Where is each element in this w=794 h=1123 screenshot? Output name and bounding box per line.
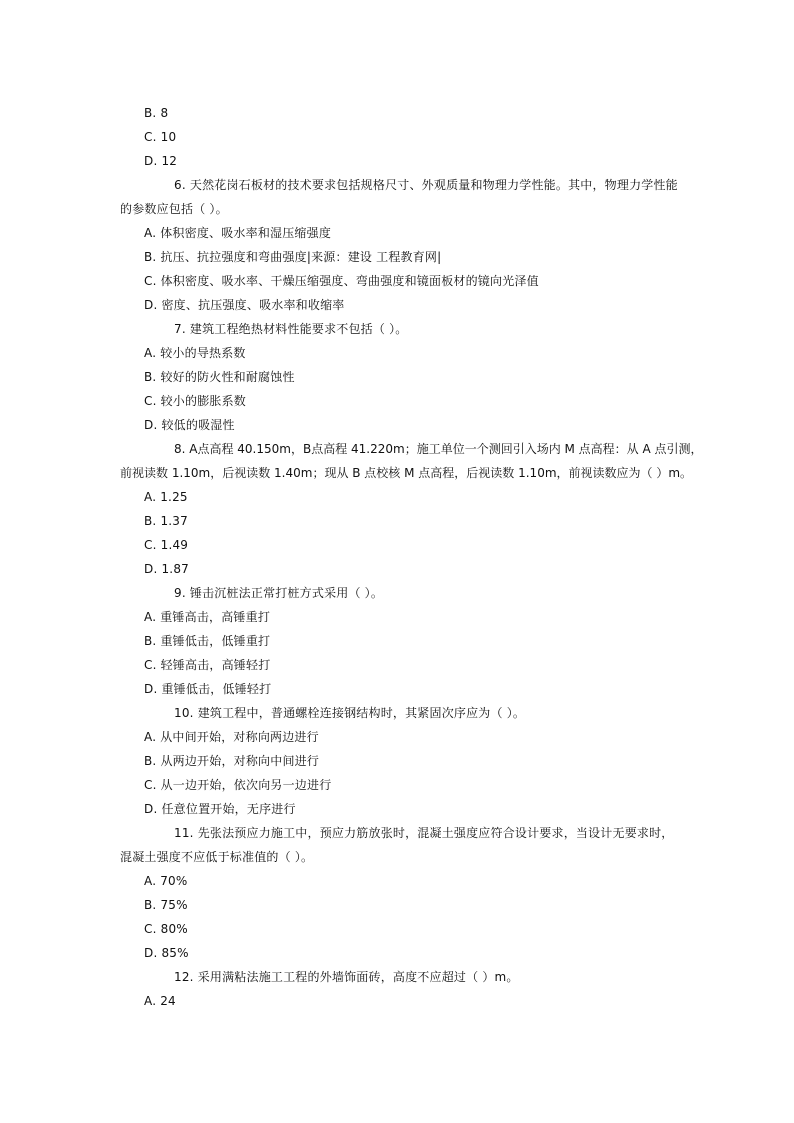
question-text: 10. 建筑工程中，普通螺栓连接钢结构时，其紧固次序应为（ ）。 [174,706,526,720]
question-text-continued: 混凝土强度不应低于标准值的（ ）。 [120,850,314,864]
option-line: C. 从一边开始，依次向另一边进行 [144,778,332,792]
option-line: B. 75% [144,898,188,912]
option-line: D. 较低的吸湿性 [144,418,235,432]
option-line: C. 轻锤高击，高锤轻打 [144,658,271,672]
question-text: 8. A点高程 40.150m，B点高程 41.220m；施工单位一个测回引入场内 M 点高程：从 A 点引测， [174,442,703,456]
option-line: B. 8 [144,106,169,120]
option-line: B. 重锤低击，低锤重打 [144,634,271,648]
question-text: 9. 锤击沉桩法正常打桩方式采用（ ）。 [174,586,384,600]
option-line: A. 从中间开始，对称向两边进行 [144,730,319,744]
option-line: C. 10 [144,130,177,144]
question-text: 11. 先张法预应力施工中，预应力筋放张时，混凝土强度应符合设计要求，当设计无要求时， [174,826,674,840]
option-line: B. 较好的防火性和耐腐蚀性 [144,370,295,384]
option-line: D. 1.87 [144,562,189,576]
option-line: B. 1.37 [144,514,188,528]
question-text: 7. 建筑工程绝热材料性能要求不包括（ ）。 [174,322,408,336]
option-line: D. 12 [144,154,178,168]
option-line: D. 任意位置开始，无序进行 [144,802,296,816]
option-line: A. 体积密度、吸水率和湿压缩强度 [144,226,332,240]
option-line: B. 从两边开始，对称向中间进行 [144,754,320,768]
option-line: C. 1.49 [144,538,189,552]
option-line: C. 较小的膨胀系数 [144,394,247,408]
option-line: A. 重锤高击，高锤重打 [144,610,271,624]
question-text: 6. 天然花岗石板材的技术要求包括规格尺寸、外观质量和物理力学性能。其中，物理力学性能 [174,178,678,192]
option-line: A. 1.25 [144,490,188,504]
question-text-continued: 前视读数 1.10m，后视读数 1.40m；现从 B 点校核 M 点高程，后视读数 1.10m，前视读数应为（ ）m。 [120,466,693,480]
option-line: A. 70% [144,874,188,888]
option-line: C. 80% [144,922,188,936]
option-line: C. 体积密度、吸水率、干燥压缩强度、弯曲强度和镜面板材的镜向光泽值 [144,274,539,288]
option-line: D. 密度、抗压强度、吸水率和收缩率 [144,298,345,312]
option-line: A. 24 [144,994,176,1008]
question-text: 12. 采用满粘法施工工程的外墙饰面砖，高度不应超过（ ）m。 [174,970,519,984]
option-line: A. 较小的导热系数 [144,346,246,360]
option-line: B. 抗压、抗拉强度和弯曲强度|来源：建设 工程教育网| [144,250,442,264]
option-line: D. 85% [144,946,189,960]
option-line: D. 重锤低击，低锤轻打 [144,682,272,696]
question-text-continued: 的参数应包括（ ）。 [120,202,228,216]
